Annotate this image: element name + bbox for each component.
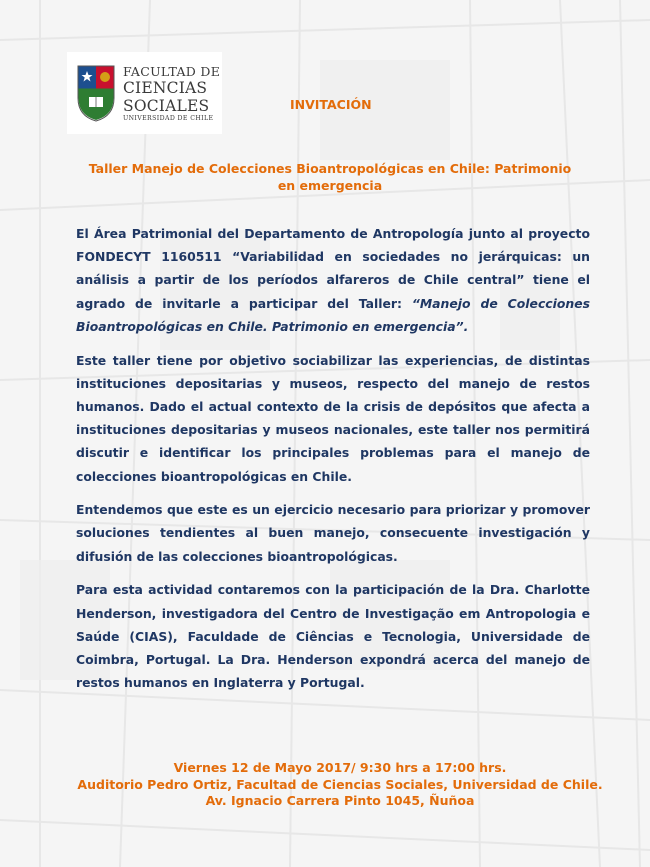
invitation-body [76,222,590,705]
university-shield-icon [77,64,115,122]
paragraph-intro [76,222,590,338]
event-venue: Auditorio Pedro Ortiz, Facultad de Ciencias Sociales, Universidad de Chile. [77,776,603,792]
event-details [60,760,620,810]
logo-line-3: SOCIALES [123,96,210,115]
faculty-logo [67,52,222,134]
paragraph-purpose: Entendemos que este es un ejercicio necesario para priorizar y promover soluciones tendientes al buen manejo, consecuente investigación y difusión de las colecciones bioantropológicas. [76,502,590,564]
event-date: Viernes 12 de Mayo 2017/ 9:30 hrs a 17:00 hrs. [173,760,507,775]
paragraph-intro-text: El Área Patrimonial del Departamento de Antropología junto al proyecto FONDECYT 1160511 “Variabilidad en sociedades no jerárquicas: un análisis a partir de los períodos alfareros de Chile central” tiene el agrado de invitarle a participar del Taller: [76,226,590,311]
paragraph-speaker: Para esta actividad contaremos con la participación de la Dra. Charlotte Henderson, investigadora del Centro de Investigação em Antropologia e Saúde (CIAS), Faculdade de Ciências e Tecnologia, Universidade de Coimbra, Portugal. La Dra. Henderson expondrá acerca del manejo de restos humanos en Inglaterra y Portugal. [76,582,590,691]
logo-wordmark [123,64,220,123]
logo-line-4: UNIVERSIDAD DE CHILE [123,114,214,122]
event-address: Av. Ignacio Carrera Pinto 1045, Ñuñoa [205,793,475,808]
invitation-heading: INVITACIÓN [290,97,372,112]
logo-line-2: CIENCIAS [123,78,208,97]
workshop-name-italic: “Manejo de Colecciones Bioantropológicas en Chile. Patrimonio en emergencia”. [76,295,590,334]
paragraph-objective: Este taller tiene por objetivo sociabilizar las experiencias, de distintas instituciones depositarias y museos, respecto del manejo de restos humanos. Dado el actual contexto de la crisis de depósitos que afecta a instituciones depositarias y museos nacionales, este taller nos permitirá discutir e identificar los principales problemas para el manejo de colecciones bioantropológicas en Chile. [76,352,590,484]
workshop-title: Taller Manejo de Colecciones Bioantropológicas en Chile: Patrimonio en emergencia [88,161,572,193]
logo-line-1: FACULTAD DE [123,63,221,79]
